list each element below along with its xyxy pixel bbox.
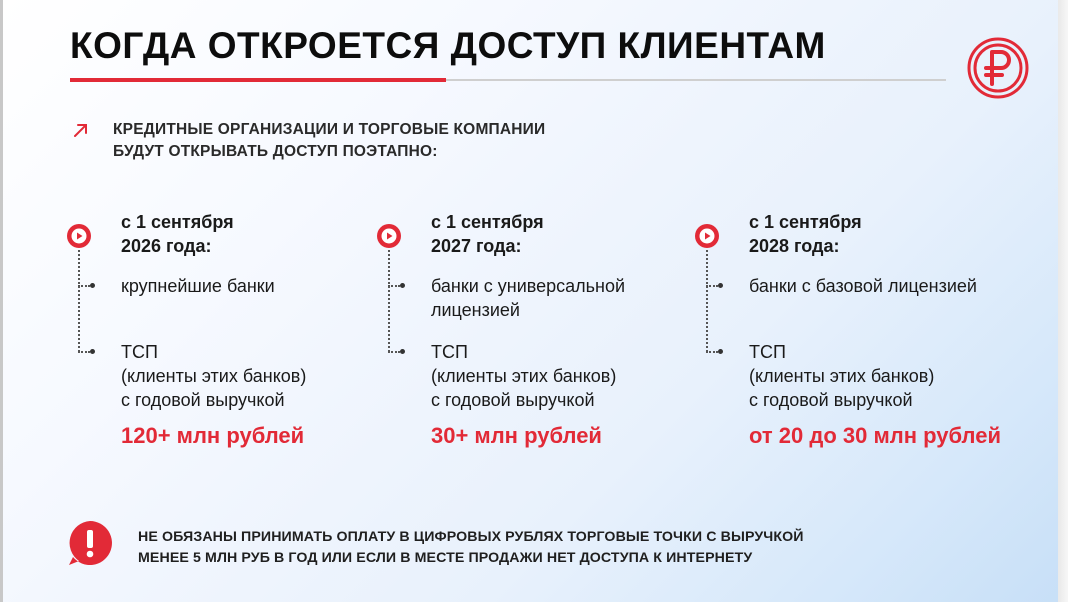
stage-participants xyxy=(121,274,275,298)
stage-participants xyxy=(749,274,977,298)
merchants-line-3: с годовой выручкой xyxy=(749,390,913,410)
timeline-connector xyxy=(388,250,390,352)
title-accent-bar xyxy=(70,78,446,82)
intro-text xyxy=(113,119,545,163)
intro-line-2: БУДУТ ОТКРЫВАТЬ ДОСТУП ПОЭТАПНО: xyxy=(113,143,438,160)
arrow-up-right-icon xyxy=(72,121,90,139)
merchants-line-2: (клиенты этих банков) xyxy=(431,366,617,386)
exclamation-icon xyxy=(65,518,115,568)
merchants-line-3: с годовой выручкой xyxy=(431,390,595,410)
timeline-dot xyxy=(90,349,95,354)
frame-left-border xyxy=(0,0,3,602)
timeline-branch xyxy=(706,285,718,287)
revenue-threshold: 120+ млн рублей xyxy=(121,423,305,448)
timeline-column-2027 xyxy=(377,210,687,460)
play-icon xyxy=(67,224,91,248)
revenue-threshold: от 20 до 30 млн рублей xyxy=(749,423,1001,448)
stage-date-line-2: 2026 года: xyxy=(121,236,212,256)
merchants-line-2: (клиенты этих банков) xyxy=(121,366,307,386)
timeline-column-2026 xyxy=(67,210,367,460)
merchants-line-1: ТСП xyxy=(431,342,468,362)
stage-participants-line-1: банки с универсальной xyxy=(431,276,626,296)
page-title: КОГДА ОТКРОЕТСЯ ДОСТУП КЛИЕНТАМ xyxy=(70,25,826,66)
stage-merchants xyxy=(749,340,934,412)
timeline-dot xyxy=(718,283,723,288)
stage-date-line-1: с 1 сентября xyxy=(431,212,544,232)
stage-participants xyxy=(431,274,625,322)
merchants-line-1: ТСП xyxy=(749,342,786,362)
play-icon xyxy=(695,224,719,248)
play-icon xyxy=(377,224,401,248)
warning-line-1: НЕ ОБЯЗАНЫ ПРИНИМАТЬ ОПЛАТУ В ЦИФРОВЫХ РУБЛЯХ ТОРГОВЫЕ ТОЧКИ С ВЫРУЧКОЙ xyxy=(138,529,804,545)
stage-participants-line-1: банки с базовой лицензией xyxy=(749,276,977,296)
merchants-line-3: с годовой выручкой xyxy=(121,390,285,410)
stage-participants-line-1: крупнейшие банки xyxy=(121,276,275,296)
timeline-column-2028 xyxy=(695,210,1055,460)
stage-date-line-2: 2028 года: xyxy=(749,236,840,256)
timeline-dot xyxy=(400,283,405,288)
warning-note xyxy=(138,527,804,569)
intro-line-1: КРЕДИТНЫЕ ОРГАНИЗАЦИИ И ТОРГОВЫЕ КОМПАНИИ xyxy=(113,121,546,138)
stage-date xyxy=(431,210,544,258)
timeline-dot xyxy=(90,283,95,288)
stage-date-line-1: с 1 сентября xyxy=(121,212,234,232)
stage-merchants xyxy=(121,340,306,412)
timeline-connector xyxy=(78,250,80,352)
timeline-connector xyxy=(706,250,708,352)
merchants-line-1: ТСП xyxy=(121,342,158,362)
timeline-dot xyxy=(718,349,723,354)
stage-date xyxy=(121,210,234,258)
revenue-threshold: 30+ млн рублей xyxy=(431,423,602,448)
digital-ruble-logo-icon xyxy=(966,36,1030,100)
merchants-line-2: (клиенты этих банков) xyxy=(749,366,935,386)
timeline-branch xyxy=(388,285,400,287)
frame-right-border xyxy=(1058,0,1068,602)
stage-merchants xyxy=(431,340,616,412)
stage-date-line-2: 2027 года: xyxy=(431,236,522,256)
stage-participants-line-2: лицензией xyxy=(431,300,520,320)
timeline-dot xyxy=(400,349,405,354)
stage-date-line-1: с 1 сентября xyxy=(749,212,862,232)
timeline-branch xyxy=(78,351,90,353)
timeline-branch xyxy=(388,351,400,353)
stage-date xyxy=(749,210,862,258)
timeline-branch xyxy=(706,351,718,353)
timeline-branch xyxy=(78,285,90,287)
warning-line-2: МЕНЕЕ 5 МЛН РУБ В ГОД ИЛИ ЕСЛИ В МЕСТЕ ПРОДАЖИ НЕТ ДОСТУПА К ИНТЕРНЕТУ xyxy=(138,550,753,566)
